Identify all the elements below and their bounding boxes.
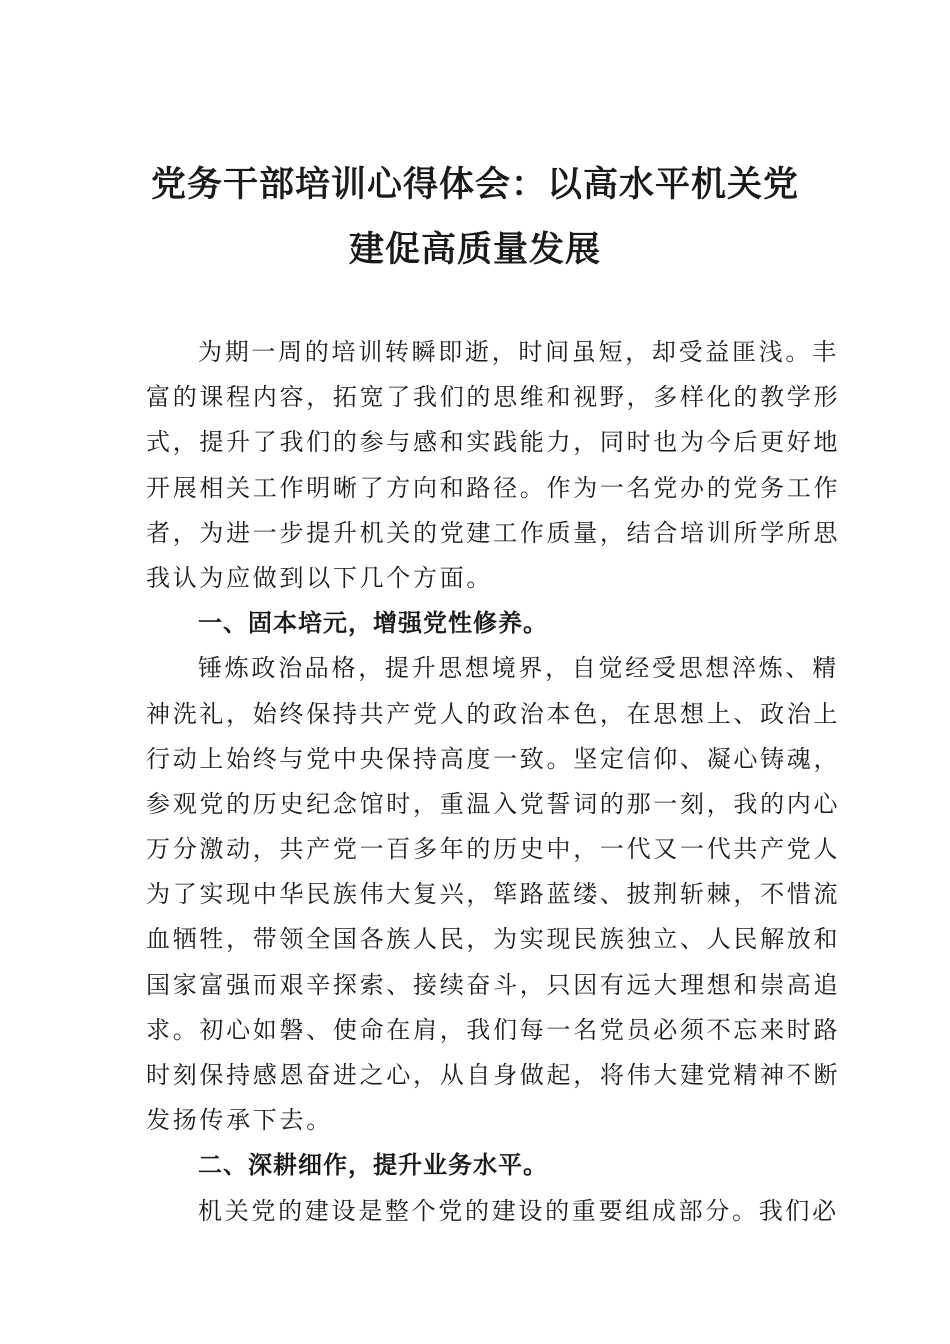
paragraph-line: 发扬传承下去。 xyxy=(146,1106,333,1135)
paragraph-line: 求。初心如磐、使命在肩，我们每一名党员必须不忘来时路 xyxy=(146,1015,841,1044)
paragraph-line: 血牺牲，带领全国各族人民，为实现民族独立、人民解放和 xyxy=(146,925,841,954)
paragraph-line: 行动上始终与党中央保持高度一致。坚定信仰、凝心铸魂， xyxy=(146,744,841,773)
paragraph-line: 者，为进一步提升机关的党建工作质量，结合培训所学所思 xyxy=(146,518,841,547)
paragraph-line: 开展相关工作明晰了方向和路径。作为一名党办的党务工作 xyxy=(146,473,841,502)
document-body xyxy=(146,330,841,1234)
section-heading-1: 一、固本培元，增强党性修养。 xyxy=(198,609,548,638)
paragraph-line: 参观党的历史纪念馆时，重温入党誓词的那一刻，我的内心 xyxy=(146,789,841,818)
paragraph-line: 我认为应做到以下几个方面。 xyxy=(146,563,494,592)
document-title xyxy=(130,152,820,282)
title-line-1: 党务干部培训心得体会：以高水平机关党 xyxy=(150,164,799,205)
paragraph-line: 为期一周的培训转瞬即逝，时间虽短，却受益匪浅。丰 xyxy=(198,338,839,366)
paragraph-line: 时刻保持感恩奋进之心，从自身做起，将伟大建党精神不断 xyxy=(146,1061,841,1089)
paragraph-line: 机关党的建设是整个党的建设的重要组成部分。我们必 xyxy=(198,1196,839,1225)
paragraph-line: 式，提升了我们的参与感和实践能力，同时也为今后更好地 xyxy=(146,428,841,457)
paragraph-line: 富的课程内容，拓宽了我们的思维和视野，多样化的教学形 xyxy=(146,383,841,412)
section-heading-2: 二、深耕细作，提升业务水平。 xyxy=(198,1151,548,1180)
paragraph-line: 为了实现中华民族伟大复兴，筚路蓝缕、披荆斩棘，不惜流 xyxy=(146,880,841,909)
paragraph-line: 国家富强而艰辛探索、接续奋斗，只因有远大理想和崇高追 xyxy=(146,970,841,999)
paragraph-line: 万分激动，共产党一百多年的历史中，一代又一代共产党人 xyxy=(146,835,841,864)
paragraph-line: 神洗礼，始终保持共产党人的政治本色，在思想上、政治上 xyxy=(146,699,841,728)
title-line-2: 建促高质量发展 xyxy=(348,229,601,270)
paragraph-line: 锤炼政治品格，提升思想境界，自觉经受思想淬炼、精 xyxy=(198,654,839,683)
